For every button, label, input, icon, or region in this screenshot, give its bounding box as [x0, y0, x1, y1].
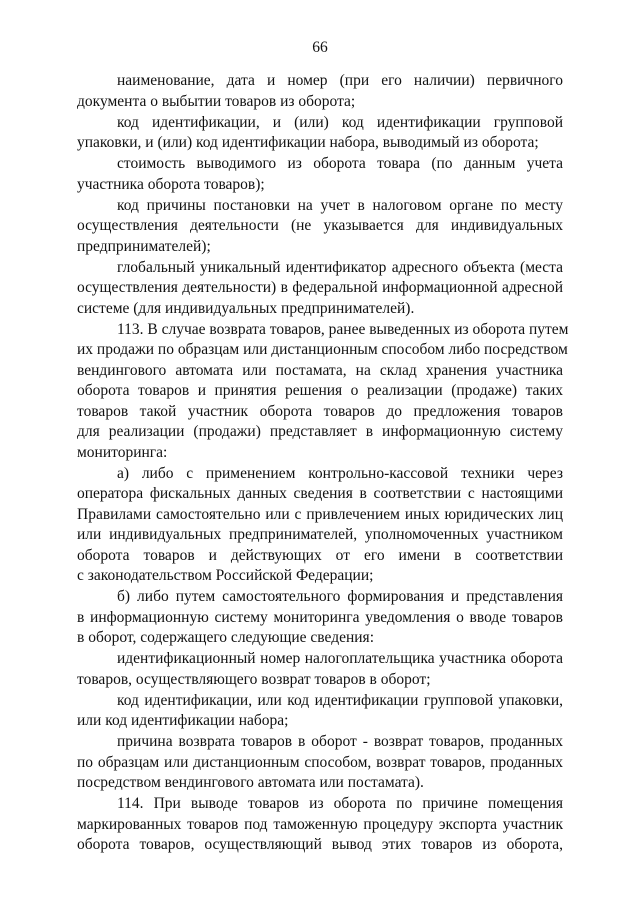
text-line: код идентификации, и (или) код идентификации групповой — [117, 113, 563, 131]
text-line: с законодательством Российской Федерации; — [77, 567, 374, 584]
text-line: оборота товаров, осуществляющий вывод этих товаров из оборота, — [77, 836, 563, 853]
text-line: их продажи по образцам или дистанционным способом либо посредством — [77, 341, 568, 358]
text-line: 114. При выводе товаров из оборота по причине помещения — [117, 795, 563, 812]
text-line: 113. В случае возврата товаров, ранее выведенных из оборота путем — [117, 320, 569, 338]
text-line: системе (для индивидуальных предпринимателей). — [77, 299, 415, 317]
paragraph — [77, 196, 563, 258]
text-line: оператора фискальных данных сведения в соответствии с настоящими — [77, 485, 563, 502]
document-body — [77, 71, 569, 856]
text-line: товаров такой участник оборота товаров до предложения товаров — [77, 402, 563, 420]
text-line: осуществления деятельности (не указывается для индивидуальных — [77, 217, 563, 234]
text-line: или код идентификации набора; — [77, 712, 289, 729]
text-line: по образцам или дистанционным способом, возврат товаров, проданных — [77, 753, 563, 771]
paragraph — [77, 794, 563, 856]
paragraph — [77, 649, 563, 690]
text-line: вендингового автомата или постамата, на склад хранения участника — [77, 361, 563, 379]
text-line: маркированных товаров под таможенную процедуру экспорта участник — [77, 815, 563, 833]
paragraph — [77, 258, 563, 320]
text-line: документа о выбытии товаров из оборота; — [77, 92, 356, 110]
text-line: код идентификации, или код идентификации групповой упаковки, — [117, 691, 563, 709]
text-line: упаковки, и (или) код идентификации набора, выводимый из оборота; — [77, 134, 539, 151]
text-line: или индивидуальных предпринимателей, уполномоченных участником — [77, 526, 563, 543]
text-line: причина возврата товаров в оборот - возврат товаров, проданных — [117, 733, 563, 750]
text-line: участника оборота товаров); — [77, 175, 265, 193]
text-line: осуществления деятельности) в федеральной информационной адресной — [77, 279, 563, 296]
text-line: в информационную систему мониторинга уведомления о вводе товаров — [77, 608, 563, 626]
text-line: в оборот, содержащего следующие сведения: — [77, 629, 374, 646]
paragraph — [77, 691, 563, 732]
text-line: стоимость выводимого из оборота товара (по данным учета — [117, 155, 563, 172]
paragraph — [77, 154, 563, 195]
text-line: Правилами самостоятельно или с привлечением иных юридических лиц — [77, 505, 563, 523]
paragraph — [77, 587, 563, 649]
paragraph — [77, 113, 563, 154]
text-line: идентификационный номер налогоплательщика участника оборота — [117, 650, 563, 667]
paragraph — [77, 732, 563, 794]
text-line: оборота товаров и действующих от его имени в соответствии — [77, 546, 563, 564]
text-line: а) либо с применением контрольно-кассовой техники через — [117, 464, 563, 482]
text-line: для реализации (продажи) представляет в информационную систему — [77, 423, 563, 440]
page-number: 66 — [312, 39, 328, 56]
text-line: товаров, осуществляющего возврат товаров в оборот; — [77, 670, 431, 688]
text-line: код причины постановки на учет в налоговом органе по месту — [117, 196, 563, 214]
text-line: б) либо путем самостоятельного формирования и представления — [117, 588, 563, 605]
paragraph — [77, 464, 563, 587]
text-line: наименование, дата и номер (при его наличии) первичного — [117, 72, 563, 89]
paragraph — [77, 320, 569, 464]
text-line: мониторинга: — [77, 443, 168, 461]
text-line: предпринимателей); — [77, 237, 211, 255]
text-line: оборота товаров и принятия решения о реализации (продаже) таких — [77, 382, 563, 399]
text-line: глобальный уникальный идентификатор адресного объекта (места — [117, 258, 563, 276]
text-line: посредством вендингового автомата или постамата). — [77, 774, 424, 791]
paragraph — [77, 71, 563, 112]
